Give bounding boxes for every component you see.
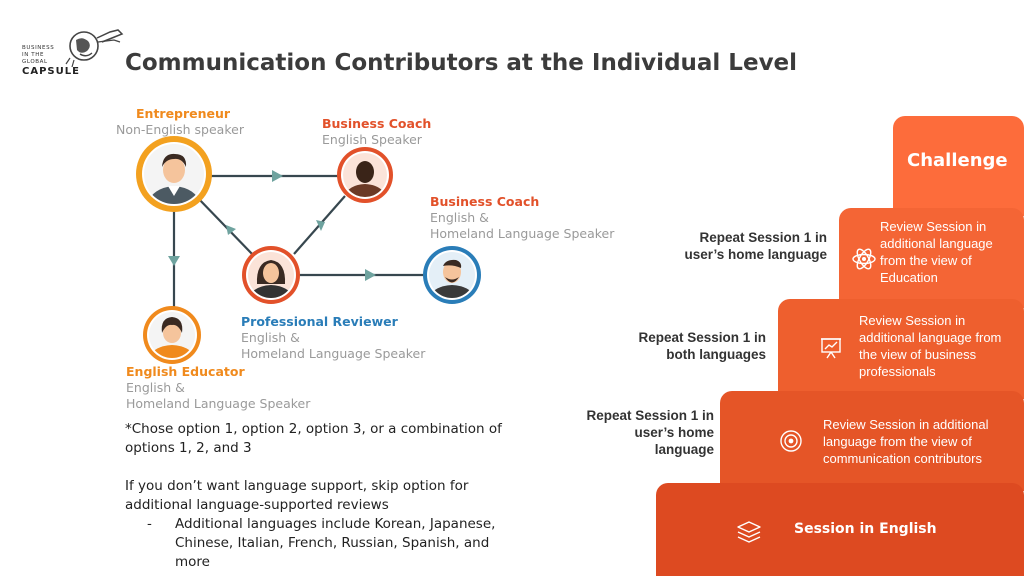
business-coach-node: [337, 147, 393, 203]
option-note: *Chose option 1, option 2, option 3, or a combination of options 1, 2, and 3: [125, 421, 502, 456]
business-coach-role: Business Coach: [322, 116, 432, 131]
english-educator-node: [143, 306, 201, 364]
entrepreneur-label: [116, 106, 244, 138]
skip-note: If you don’t want language support, skip option for additional language-supported reviews: [125, 478, 469, 513]
languages-bullet: [147, 515, 505, 572]
challenge-step: [893, 116, 1024, 216]
bullet-dash: -: [147, 516, 152, 532]
business-coach-label: [322, 116, 431, 148]
business-coach-desc: English Speaker: [322, 132, 422, 147]
presentation-board-icon: [818, 335, 844, 361]
entrepreneur-desc: Non-English speaker: [116, 122, 244, 137]
atom-icon: [851, 246, 877, 272]
step-2-left-label: Repeat Session 1 in user’s home language: [586, 408, 714, 457]
challenge-label: Challenge: [907, 150, 1008, 171]
business-coach-bilingual-node: [423, 246, 481, 304]
professional-reviewer-node: [242, 246, 300, 304]
english-educator-role: English Educator: [126, 364, 245, 379]
business-coach-bilingual-label: [430, 194, 614, 242]
page-title: Communication Contributors at the Individual Level: [125, 50, 798, 76]
entrepreneur-node: [136, 136, 212, 212]
step-2: [720, 391, 1024, 491]
step-4: [839, 208, 1024, 308]
logo-line-3: GLOBAL: [22, 59, 48, 65]
logo-line-1: BUSINESS: [22, 45, 55, 51]
professional-reviewer-desc-1: English &: [241, 330, 300, 345]
target-icon: [778, 428, 804, 454]
languages-note: Additional languages include Korean, Japanese, Chinese, Italian, French, Russian, Spanish, and more: [175, 516, 496, 570]
step-3-left-label: Repeat Session 1 in both languages: [638, 330, 766, 362]
professional-reviewer-desc-2: Homeland Language Speaker: [241, 346, 426, 361]
step-1-text: Session in English: [794, 521, 937, 537]
step-3: [778, 299, 1024, 399]
english-educator-label: [126, 364, 310, 412]
logo-line-2: IN THE: [22, 52, 45, 58]
step-4-left-label: Repeat Session 1 in user’s home language: [684, 230, 827, 262]
english-educator-desc-1: English &: [126, 380, 185, 395]
connection-lines: [174, 176, 425, 308]
english-educator-desc-2: Homeland Language Speaker: [126, 396, 311, 411]
step-1: [656, 483, 1024, 576]
step-4-text: Review Session in additional language from the view of Education: [880, 219, 993, 285]
business-coach-bilingual-desc-1: English &: [430, 210, 489, 225]
notes-section: [125, 420, 505, 572]
step-3-text: Review Session in additional language from the view of business professionals: [859, 313, 1002, 379]
professional-reviewer-role: Professional Reviewer: [241, 314, 398, 329]
business-coach-bilingual-role: Business Coach: [430, 194, 540, 209]
business-coach-bilingual-desc-2: Homeland Language Speaker: [430, 226, 615, 241]
logo-line-4: CAPSULE: [22, 66, 80, 77]
professional-reviewer-label: [241, 314, 425, 362]
step-2-text: Review Session in additional language from the view of communication contributors: [823, 417, 989, 466]
layers-icon: [736, 519, 762, 545]
entrepreneur-role: Entrepreneur: [136, 106, 231, 121]
